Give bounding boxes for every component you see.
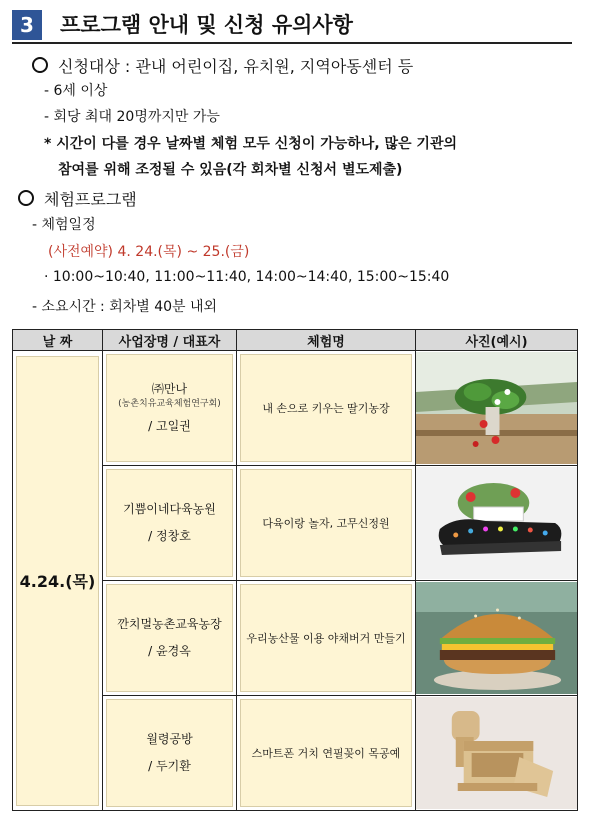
header-business: 사업장명 / 대표자 xyxy=(103,330,237,351)
date-text: 4.24.(목) xyxy=(19,572,96,591)
representative: / 고일권 xyxy=(148,419,191,434)
schedule-date-range: 4. 24.(목) ~ 25.(금) xyxy=(113,244,250,260)
target-item-capacity: - 회당 최대 20명까지만 가능 xyxy=(44,109,220,125)
experience-cell xyxy=(237,466,416,581)
business-cell xyxy=(103,696,237,811)
target-heading xyxy=(32,54,413,77)
experience-name: 우리농산물 이용 야채버거 만들기 xyxy=(246,632,406,645)
photo-cell xyxy=(416,696,578,811)
strawberry-greenhouse-photo xyxy=(416,352,577,464)
section-header xyxy=(12,10,572,44)
schedule-times: · 10:00~10:40, 11:00~11:40, 14:00~14:40, 15:00~15:40 xyxy=(44,269,450,285)
experience-cell xyxy=(237,351,416,466)
business-name: 깐치멀농촌교육농장 xyxy=(117,617,222,632)
schedule-dates xyxy=(48,241,249,261)
business-name: 월령공방 xyxy=(146,732,193,747)
business-name: ㈜만나 xyxy=(151,382,188,396)
representative: / 두기환 xyxy=(148,759,191,773)
circle-bullet-icon xyxy=(18,190,34,206)
header-date: 날 짜 xyxy=(13,330,103,351)
date-cell xyxy=(13,351,103,811)
schedule-label: - 체험일정 xyxy=(32,217,96,233)
business-cell xyxy=(103,351,237,466)
experience-name: 다육이랑 놀자, 고무신정원 xyxy=(262,517,390,530)
header-experience: 체험명 xyxy=(237,330,416,351)
business-cell xyxy=(103,466,237,581)
experience-cell xyxy=(237,696,416,811)
experience-name: 스마트폰 거치 연필꽂이 목공예 xyxy=(251,747,401,760)
duration-text: - 소요시간 : 회차별 40분 내외 xyxy=(32,299,218,315)
business-subname: (농촌치유교육체험연구회) xyxy=(118,398,221,409)
succulent-shoe-photo xyxy=(416,467,577,579)
schedule-prefix: (사전예약) xyxy=(48,244,114,260)
representative: / 정창호 xyxy=(148,529,191,543)
header-photo: 사진(예시) xyxy=(416,330,578,351)
table-row xyxy=(13,351,578,466)
experience-name: 내 손으로 키우는 딸기농장 xyxy=(262,402,390,415)
wooden-pencil-holder-photo xyxy=(416,697,577,809)
target-note-1: * 시간이 다를 경우 날짜별 체험 모두 신청이 가능하나, 많은 기관의 xyxy=(44,136,458,152)
burger-photo xyxy=(416,582,577,694)
target-label: 신청대상 : 관내 어린이집, 유치원, 지역아동센터 등 xyxy=(58,57,414,76)
representative: / 윤경옥 xyxy=(148,644,191,658)
photo-cell xyxy=(416,466,578,581)
table-header-row xyxy=(13,330,578,351)
circle-bullet-icon xyxy=(32,57,48,73)
program-heading xyxy=(18,187,137,210)
photo-cell xyxy=(416,351,578,466)
program-table xyxy=(12,329,578,811)
target-item-age: - 6세 이상 xyxy=(44,83,108,99)
experience-cell xyxy=(237,581,416,696)
program-label: 체험프로그램 xyxy=(44,190,137,209)
section-number-badge: 3 xyxy=(12,10,42,40)
target-note-2: 참여를 위해 조정될 수 있음(각 회차별 신청서 별도제출) xyxy=(58,162,403,178)
section-title: 프로그램 안내 및 신청 유의사항 xyxy=(60,13,353,37)
business-name: 기쁨이네다육농원 xyxy=(123,502,216,517)
photo-cell xyxy=(416,581,578,696)
business-cell xyxy=(103,581,237,696)
